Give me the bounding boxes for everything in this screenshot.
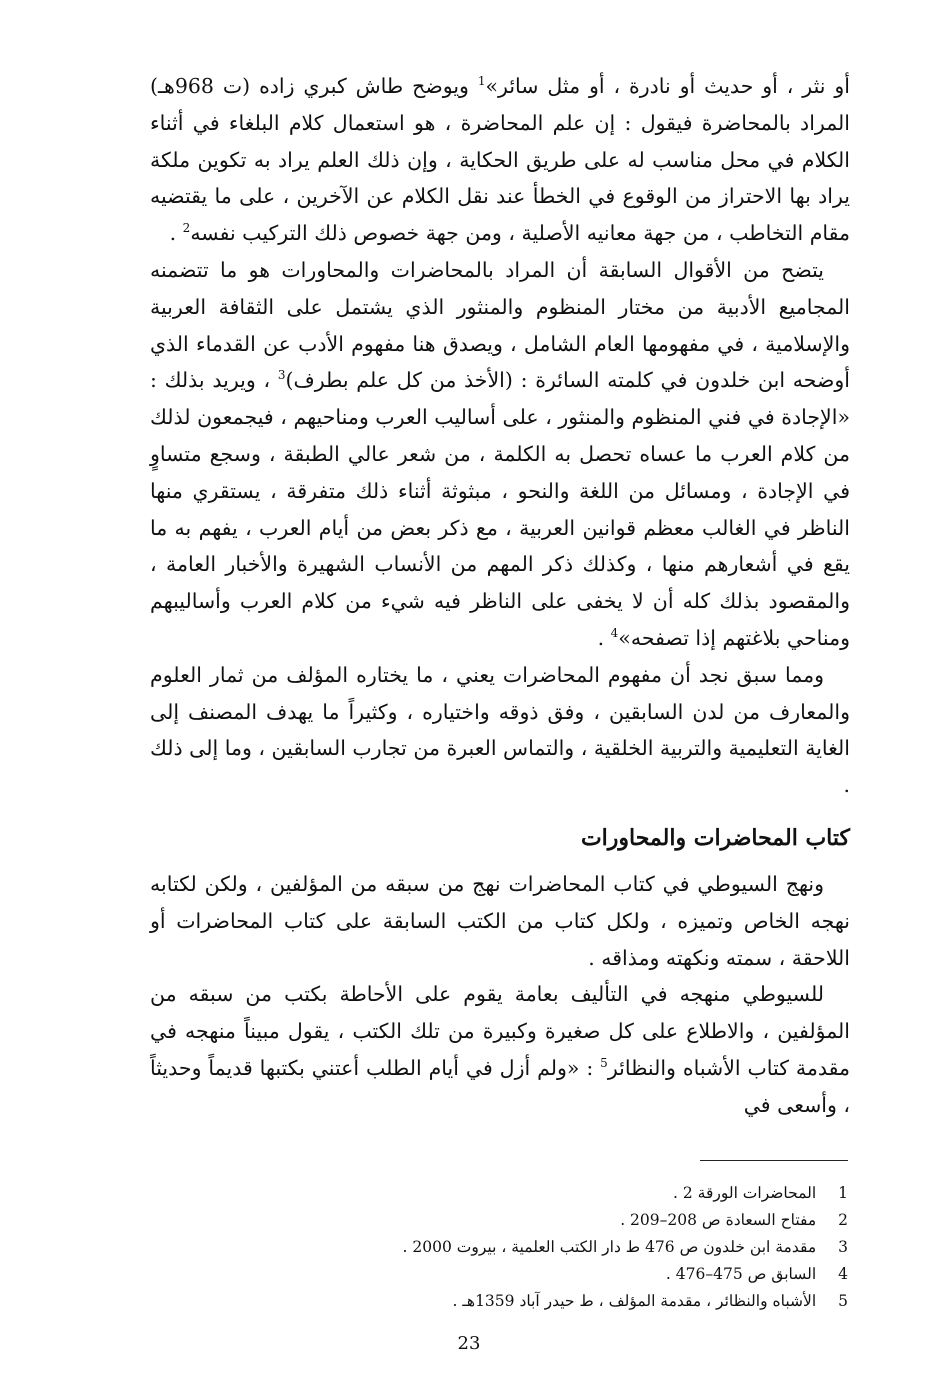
footnote-item <box>300 1180 848 1207</box>
paragraph-text: ويوضح طاش كبري زاده (ت 968هـ) المراد بالمحاضرة فيقول : إن علم المحاضرة ، هو استعمال كلام البلغاء في أثناء الكلام في محل مناسب له على طريق الحكاية ، وإن ذلك العلم يراد به تكوين ملكة يراد بها الاحتراز من الوقوع في الخطأ عند نقل الكلام عن الآخرين ، على ما يقتضيه مقام التخاطب ، من جهة معانيه الأصلية ، ومن جهة خصوص ذلك التركيب نفسه <box>150 74 850 246</box>
footnote-item <box>300 1234 848 1261</box>
paragraph-text: ومما سبق نجد أن مفهوم المحاضرات يعني ، ما يختاره المؤلف من ثمار العلوم والمعارف من لدن السابقين ، وفق ذوقه واختياره ، وكثيراً ما يهدف المصنف إلى الغاية التعليمية والتربية الخلقية ، والتماس العبرة من تجارب السابقين ، وما إلى ذلك . <box>150 662 850 798</box>
paragraph <box>150 976 850 1123</box>
footnote-ref-4: 4 <box>610 626 619 641</box>
paragraph-text: يتضح من الأقوال السابقة أن المراد بالمحاضرات والمحاورات هو ما تتضمنه المجاميع الأدبية من مختار المنظوم والمنثور الذي يشتمل على الثقافة العربية والإسلامية ، في مفهومها العام الشامل ، ويصدق هنا مفهوم الأدب عن القدماء الذي أوضحه ابن خلدون في كلمته السائرة : (الأخذ من كل علم بطرف) <box>150 257 850 393</box>
section-heading: كتاب المحاضرات والمحاورات <box>580 824 850 851</box>
footnote-text: الأشباه والنظائر ، مقدمة المؤلف ، ط حيدر آباد 1359هـ . <box>452 1292 817 1310</box>
paragraph-text: . <box>169 221 183 246</box>
footnote-ref-3: 3 <box>277 368 286 383</box>
footnote-number: 4 <box>838 1265 848 1283</box>
footnote-number: 2 <box>838 1211 848 1229</box>
footnote-text: مقدمة ابن خلدون ص 476 ط دار الكتب العلمية ، بيروت 2000 . <box>402 1238 817 1256</box>
body-text <box>150 68 850 1124</box>
footnote-text: السابق ص 475–476 . <box>665 1265 817 1283</box>
paragraph-text: : «ولم أزل في أيام الطلب أعتني بكتبها قديماً وحديثاً ، وأسعى في <box>150 1055 850 1117</box>
footnote-item <box>300 1288 848 1315</box>
paragraph-text: للسيوطي منهجه في التأليف بعامة يقوم على الأحاطة بكتب من سبقه من المؤلفين ، والاطلاع على كل صغيرة وكبيرة من تلك الكتب ، يقول مبيناً منهجه في مقدمة كتاب الأشباه والنظائر <box>150 982 850 1080</box>
paragraph <box>150 252 850 657</box>
paragraph-text: ، ويريد بذلك : «الإجادة في فني المنظوم والمنثور ، على أساليب العرب ومناحيهم ، فيجمعون لذلك من كلام العرب ما عساه تحصل به الكلمة ، من شعر عالي الطبقة ، وسجع متساوٍ في الإجادة ، ومسائل من اللغة والنحو ، مبثوثة أثناء ذلك متفرقة ، يستقري منها الناظر في الغالب معظم قوانين العربية ، مع ذكر بعض من أيام العرب ، يفهم به ما يقع في أشعارهم منها ، وكذلك ذكر المهم من الأنساب الشهيرة والأخبار العامة ، والمقصود بذلك كله أن لا يخفى على الناظر فيه شيء من كلام العرب وأساليبهم ومناحي بلاغتهم إذا تصفحه» <box>150 368 850 650</box>
footnote-number: 1 <box>838 1184 848 1202</box>
footnote-number: 3 <box>838 1238 848 1256</box>
footnote-ref-2: 2 <box>182 221 191 236</box>
footnotes <box>300 1180 848 1315</box>
footnote-ref-5: 5 <box>600 1056 608 1071</box>
paragraph <box>150 68 850 252</box>
footnote-text: مفتاح السعادة ص 208–209 . <box>620 1211 817 1229</box>
paragraph <box>150 866 850 976</box>
paragraph <box>150 657 850 804</box>
paragraph-text: . <box>597 625 611 650</box>
paragraph-text: ونهج السيوطي في كتاب المحاضرات نهج من سبقه من المؤلفين ، ولكن لكتابه نهجه الخاص وتميزه ، ولكل كتاب من الكتب السابقة على كتاب المحاضرات أو اللاحقة ، سمته ونكهته ومذاقه . <box>150 871 850 970</box>
page-number: 23 <box>457 1333 481 1354</box>
footnote-number: 5 <box>838 1292 848 1310</box>
footnote-item <box>300 1207 848 1234</box>
footnote-ref-1: 1 <box>477 74 486 89</box>
footnote-separator <box>700 1160 848 1161</box>
footnote-text: المحاضرات الورقة 2 . <box>672 1184 817 1202</box>
footnote-item <box>300 1261 848 1288</box>
paragraph-text: أو نثر ، أو حديث أو نادرة ، أو مثل سائر» <box>485 74 850 98</box>
